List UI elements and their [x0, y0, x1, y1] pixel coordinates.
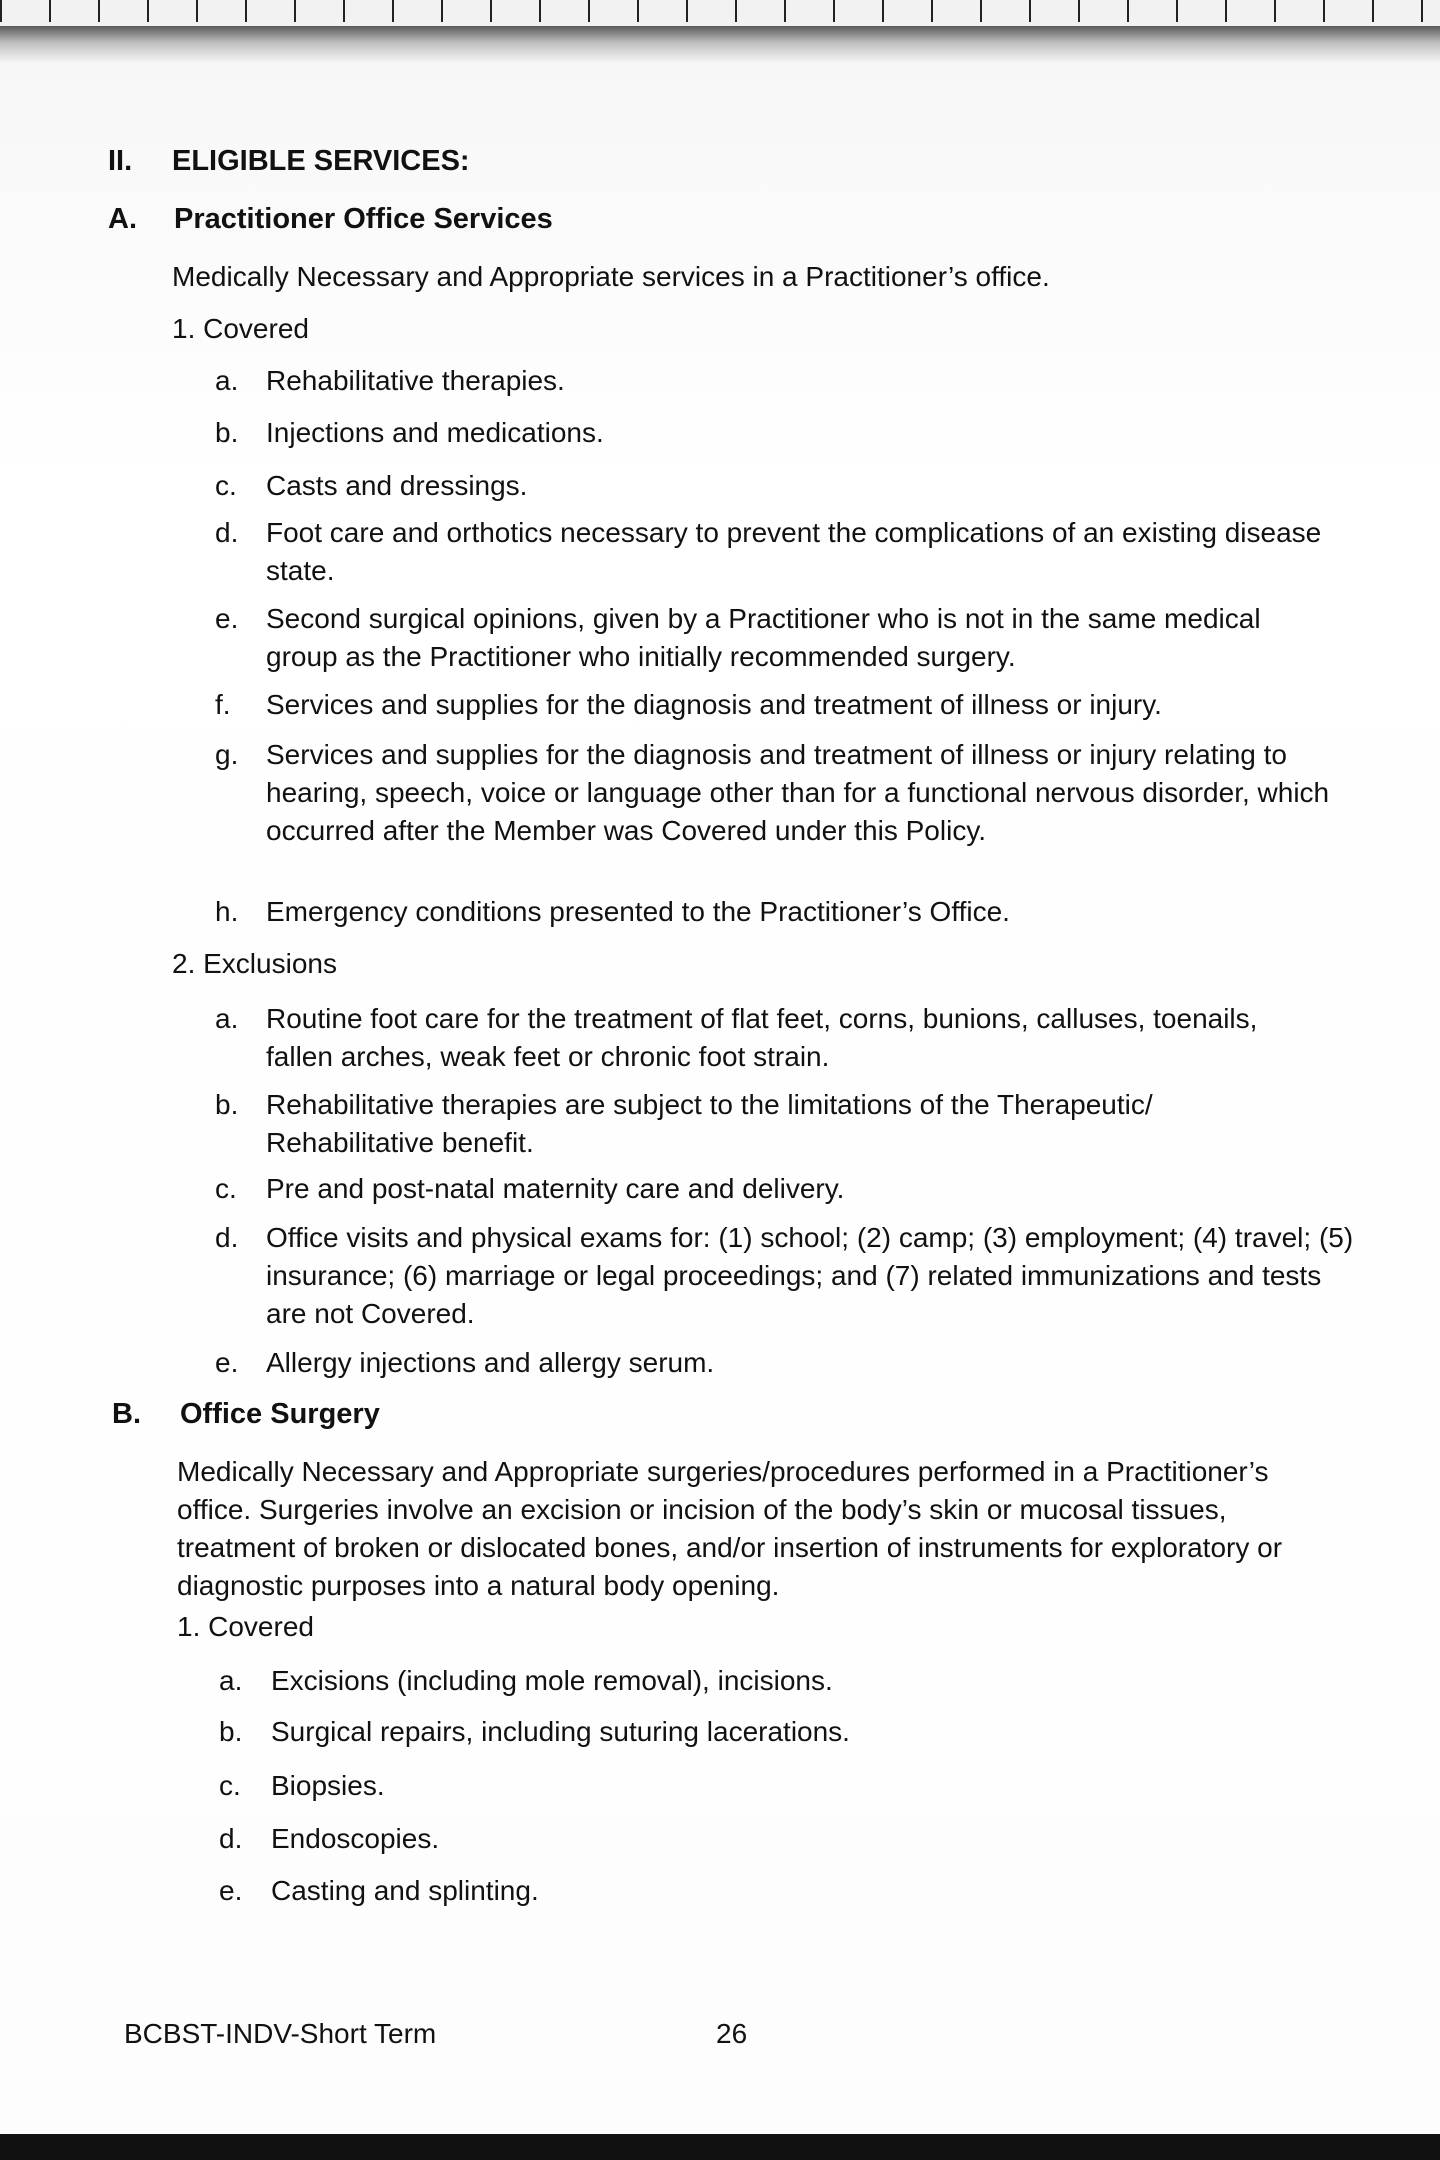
list-marker: a. [215, 365, 239, 396]
list-item: Pre and post-natal maternity care and delivery. [266, 1173, 845, 1204]
page-number: 26 [716, 2018, 748, 2049]
list-item: Routine foot care for the treatment of flat feet, corns, bunions, calluses, toenails, fallen arches, weak feet or chronic foot strain. [266, 1003, 1258, 1072]
list-marker: h. [215, 896, 239, 927]
list-item: Office visits and physical exams for: (1) school; (2) camp; (3) employment; (4) travel; (5) insurance; (6) marriage or legal proceedings; and (7) related immunizations and tests are not Covered. [266, 1222, 1354, 1329]
list-item: Second surgical opinions, given by a Practitioner who is not in the same medical group as the Practitioner who initially recommended surgery. [266, 603, 1261, 672]
list-item: Casts and dressings. [266, 470, 528, 501]
list-item: Surgical repairs, including suturing lacerations. [271, 1716, 850, 1747]
list-item: Rehabilitative therapies. [266, 365, 565, 396]
list-marker: c. [215, 1173, 237, 1204]
list-marker: a. [215, 1003, 239, 1034]
list-marker: d. [215, 517, 239, 548]
list-marker: f. [215, 689, 231, 720]
list-item: Allergy injections and allergy serum. [266, 1347, 715, 1378]
list-item: Casting and splinting. [271, 1875, 539, 1906]
subsection-a-title: Practitioner Office Services [174, 203, 553, 235]
list-marker: e. [215, 1347, 239, 1378]
list-marker: b. [215, 417, 239, 448]
scan-shadow [0, 26, 1440, 62]
list-marker: g. [215, 739, 239, 770]
list-item: Endoscopies. [271, 1823, 440, 1854]
subsection-b-title: Office Surgery [180, 1398, 380, 1430]
list-marker: a. [219, 1665, 243, 1696]
list-item: Biopsies. [271, 1770, 385, 1801]
subsection-a-letter: A. [108, 203, 137, 235]
subsection-b-intro: Medically Necessary and Appropriate surgeries/procedures performed in a Practitioner’s office. Surgeries involve an excision or incision of the body’s skin or mucosal tissues, treatment of broken or dislocated bones, and/or insertion of instruments for exploratory or diagnostic purposes into a natural body opening. [177, 1456, 1283, 1601]
footer-doc-id: BCBST-INDV-Short Term [124, 2018, 437, 2049]
a-covered-label: 1. Covered [172, 313, 309, 344]
b-covered-label: 1. Covered [177, 1611, 314, 1642]
list-item: Excisions (including mole removal), incisions. [271, 1665, 833, 1696]
section-numeral: II. [108, 145, 133, 177]
list-marker: b. [215, 1089, 239, 1120]
section-title: ELIGIBLE SERVICES: [172, 145, 470, 177]
list-marker: c. [219, 1770, 241, 1801]
scan-bottom-edge [0, 2134, 1440, 2160]
list-marker: c. [215, 470, 237, 501]
list-item: Emergency conditions presented to the Practitioner’s Office. [266, 896, 1010, 927]
list-item: Services and supplies for the diagnosis and treatment of illness or injury relating to hearing, speech, voice or language other than for a functional nervous disorder, which occurred after the Member was Covered under this Policy. [266, 739, 1330, 846]
a-exclusions-label: 2. Exclusions [172, 948, 337, 979]
list-marker: d. [219, 1823, 243, 1854]
list-item: Injections and medications. [266, 417, 604, 448]
list-marker: e. [219, 1875, 243, 1906]
list-marker: e. [215, 603, 239, 634]
subsection-a-intro: Medically Necessary and Appropriate services in a Practitioner’s office. [172, 261, 1050, 292]
list-marker: b. [219, 1716, 243, 1747]
list-item: Rehabilitative therapies are subject to the limitations of the Therapeutic/ Rehabilitative benefit. [266, 1089, 1153, 1158]
subsection-b-letter: B. [112, 1398, 141, 1430]
list-item: Foot care and orthotics necessary to prevent the complications of an existing disease state. [266, 517, 1322, 586]
list-marker: d. [215, 1222, 239, 1253]
list-item: Services and supplies for the diagnosis and treatment of illness or injury. [266, 689, 1162, 720]
scanner-ruler [0, 0, 1440, 28]
